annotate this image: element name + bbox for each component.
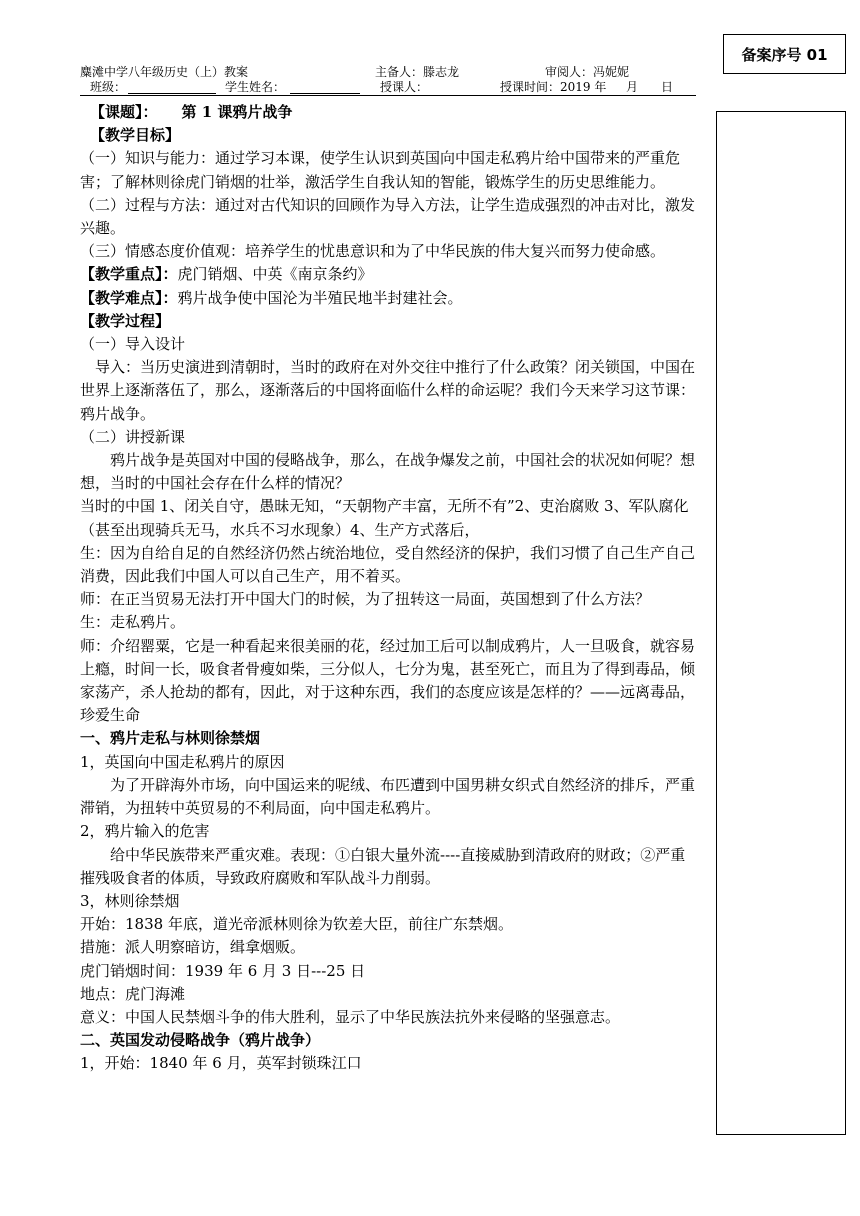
section-1-item-1-text: 为了开辟海外市场，向中国运来的呢绒、布匹遭到中国男耕女织式自然经济的排斥，严重滞销，为扭转中英贸易的不利局面，向中国走私鸦片。	[80, 775, 696, 818]
paragraph-background: 鸦片战争是英国对中国的侵略战争，那么，在战争爆发之前，中国社会的状况如何呢？想想，当时的中国社会存在什么样的情况？	[80, 451, 696, 493]
intro-text: 导入：当历史演进到清朝时，当时的政府在对外交往中推行了什么政策？闭关锁国，中国在世界上逐渐落伍了，那么，逐渐落后的中国将面临什么样的命运呢？我们今天来学习这节课：鸦片战争。	[80, 358, 696, 423]
ban-meaning: 意义：中国人民禁烟斗争的伟大胜利，显示了中华民族法抗外来侵略的坚强意志。	[80, 1007, 621, 1026]
section-2-item-1: 1，开始：1840 年 6 月，英军封锁珠江口	[80, 1054, 362, 1073]
preparer-label: 主备人：滕志龙	[375, 65, 460, 79]
lesson-title: 第 1 课鸦片战争	[181, 103, 293, 121]
key-point-line	[80, 263, 696, 286]
month-label: 月	[626, 80, 639, 94]
goals-heading: 【教学目标】	[90, 126, 181, 145]
title-label: 【课题】：	[90, 103, 158, 121]
ban-time: 虎门销烟时间：1939 年 6 月 3 日---25 日	[80, 961, 366, 980]
notes-margin-box	[716, 111, 846, 1135]
section-1-heading: 一、鸦片走私与林则徐禁烟	[80, 729, 261, 748]
ban-start: 开始：1838 年底，道光帝派林则徐为钦差大臣，前往广东禁烟。	[80, 915, 513, 934]
student-name-label: 学生姓名：	[225, 80, 286, 94]
class-label: 班级：	[90, 80, 127, 94]
section-1-item-2-text: 给中华民族带来严重灾难。表现：①白银大量外流----直接威胁到清政府的财政；②严重摧残吸食者的体质，导致政府腐败和军队战斗力削弱。	[80, 845, 686, 887]
lesson-title-line	[80, 101, 696, 124]
reviewer-label: 审阅人：冯妮妮	[545, 65, 630, 79]
ban-measures: 措施：派人明察暗访，缉拿烟贩。	[80, 938, 306, 957]
section-1-item-1: 1，英国向中国走私鸦片的原因	[80, 752, 285, 771]
paragraph-teacher-question: 师：在正当贸易无法打开中国大门的时候，为了扭转这一局面，英国想到了什么方法？ 生：走私鸦片。	[80, 590, 670, 632]
ban-place: 地点：虎门海滩	[80, 984, 186, 1003]
difficulty-text: 鸦片战争使中国沦为半殖民地半封建社会。	[177, 288, 463, 307]
section-1-item-3: 3，林则徐禁烟	[80, 891, 180, 910]
goal-knowledge: （一）知识与能力：通过学习本课，使学生认识到英国向中国走私鸦片给中国带来的严重危害；了解林则徐虎门销烟的壮举，激活学生自我认知的智能，锻炼学生的历史思维能力。	[80, 149, 681, 191]
school-course-label: 麋滩中学八年级历史（上）教案	[80, 65, 249, 79]
goal-values: （三）情感态度价值观：培养学生的忧患意识和为了中华民族的伟大复兴而努力使命感。	[80, 242, 666, 261]
paragraph-china-status: 当时的中国 1、闭关自守，愚昧无知，“天朝物产丰富，无所不有”2、吏治腐败 3、军队腐化（甚至出现骑兵无马，水兵不习水现象）4、生产方式落后，	[80, 497, 689, 539]
lesson-body	[80, 101, 696, 1076]
key-point-text: 虎门销烟、中英《南京条约》	[177, 265, 373, 284]
header-divider	[80, 95, 696, 96]
lesson-time-label: 授课时间：2019 年	[500, 80, 607, 94]
section-1-item-2: 2，鸦片输入的危害	[80, 822, 210, 841]
intro-heading: （一）导入设计	[80, 335, 186, 354]
paragraph-student-answer: 生：因为自给自足的自然经济仍然占统治地位，受自然经济的保护，我们习惯了自己生产自己消费，因此我们中国人可以自己生产，用不着买。	[80, 543, 696, 586]
filing-number-badge: 备案序号 01	[723, 34, 846, 74]
goal-process: （二）过程与方法：通过对古代知识的回顾作为导入方法，让学生造成强烈的冲击对比，激发兴趣。	[80, 195, 696, 238]
difficulty-label: 【教学难点】：	[80, 288, 178, 307]
paragraph-poppy: 师：介绍罂粟，它是一种看起来很美丽的花，经过加工后可以制成鸦片，人一旦吸食，就容易上瘾，时间一长，吸食者骨瘦如柴，三分似人，七分为鬼，甚至死亡，而且为了得到毒品，倾家荡产，杀人抢劫的都有，因此，对于这种东西，我们的态度应该是怎样的？——远离毒品，珍爱生命	[80, 636, 696, 725]
section-2-heading: 二、英国发动侵略战争（鸦片战争）	[80, 1031, 321, 1050]
student-name-blank	[290, 80, 360, 94]
class-blank	[128, 80, 216, 94]
new-lesson-heading: （二）讲授新课	[80, 427, 186, 446]
teacher-label: 授课人：	[380, 80, 429, 94]
day-label: 日	[661, 80, 674, 94]
key-point-label: 【教学重点】：	[80, 265, 178, 284]
difficulty-line	[80, 287, 696, 310]
process-heading: 【教学过程】	[80, 311, 171, 330]
